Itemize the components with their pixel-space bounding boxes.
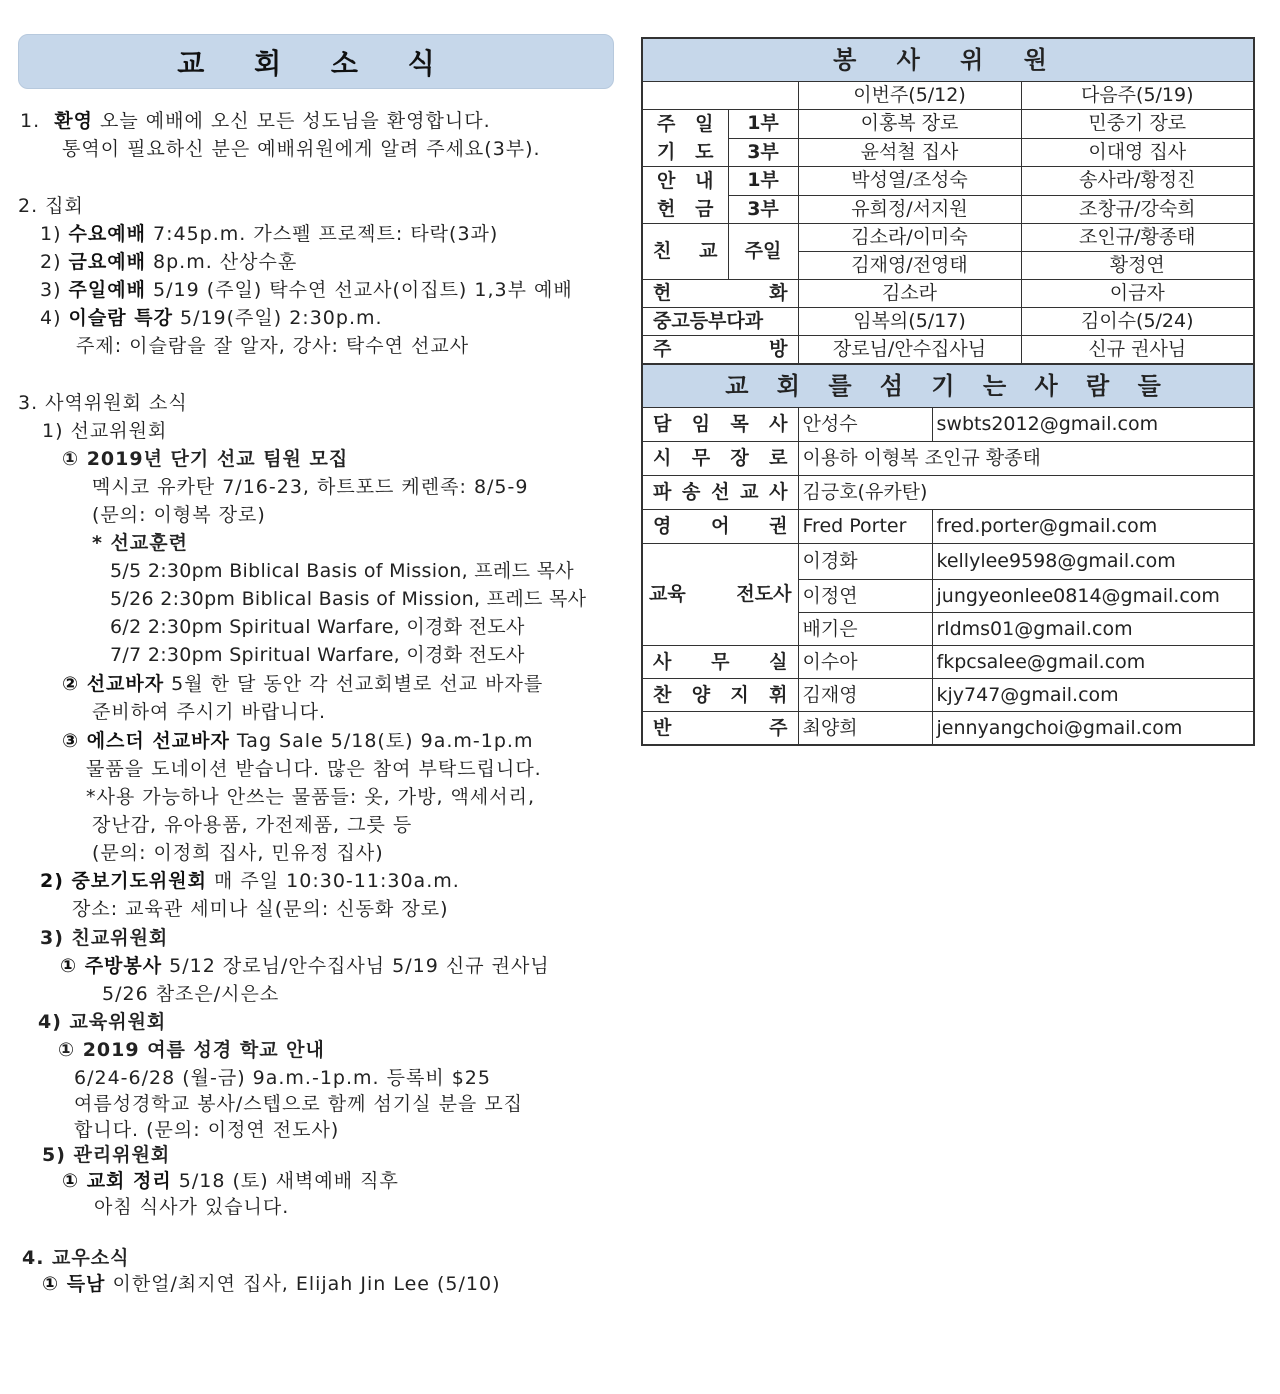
youth-snack-label: 중고등부다과 [642,308,798,336]
service-header-row [642,38,1254,82]
news-item-intercession: 2) 중보기도위원회 매 주일 10:30-11:30a.m. [40,870,460,892]
news-line: (문의: 이정희 집사, 민유정 집사) [92,842,384,864]
news-line: 합니다. (문의: 이정연 전도사) [74,1119,340,1141]
staff-email[interactable]: fkpcsalee@gmail.com [932,646,1254,679]
church-news-section [18,34,618,89]
training-schedule-item: 5/5 2:30pm Biblical Basis of Mission, 프레드 목사 [110,560,574,582]
section-heading: 4. 교우소식 [22,1247,130,1269]
news-item-vbs: ① 2019 여름 성경 학교 안내 [58,1039,325,1061]
offering-label: 안 내 헌 금 [642,167,728,224]
staff-name: 이용하 이형복 조인규 황종태 [798,442,1254,476]
kitchen-label: 주 방 [642,336,798,365]
news-item-welcome: 1. 환영 오늘 예배에 오신 모든 성도님을 환영합니다. [20,110,491,132]
news-item-mission-training: * 선교훈련 [92,532,188,554]
news-line: 멕시코 유카탄 7/16-23, 하트포드 케렌족: 8/5-9 [92,476,529,498]
subsection-heading: 1) 선교위원회 [42,420,168,442]
news-title-banner: 교 회 소 식 [18,34,614,89]
table-row [642,712,1254,746]
table-row [642,476,1254,510]
table-cell: 신규 권사님 [1021,336,1254,365]
news-item-wednesday: 1) 수요예배 7:45p.m. 가스펠 프로젝트: 타락(3과) [40,223,499,245]
table-row [642,646,1254,679]
staff-name: 최양희 [798,712,932,746]
news-item-mission-team: ① 2019년 단기 선교 팀원 모집 [62,448,349,470]
prayer-label: 주 일 기 도 [642,110,728,167]
part-label: 3부 [728,195,798,224]
subsection-heading: 5) 관리위원회 [42,1144,171,1166]
section-heading: 3. 사역위원회 소식 [18,392,188,414]
subsection-heading: 4) 교육위원회 [38,1011,167,1033]
staff-role-label: 담 임 목 사 [642,408,798,442]
fellowship-sub-label: 주일 [728,224,798,280]
section-heading: 2. 집회 [18,195,84,217]
news-line: *사용 가능하나 안쓰는 물품들: 옷, 가방, 액세서리, [86,786,535,808]
news-item-friday: 2) 금요예배 8p.m. 산상수훈 [40,251,298,273]
news-line: 통역이 필요하신 분은 예배위원에게 알려 주세요(3부). [62,138,541,160]
column-this-week: 이번주(5/12) [798,82,1021,110]
table-cell: 송사라/황정진 [1021,167,1254,196]
table-row [642,336,1254,365]
news-line: 물품을 도네이션 받습니다. 많은 참여 부탁드립니다. [86,758,542,780]
training-schedule-item: 7/7 2:30pm Spiritual Warfare, 이경화 전도사 [110,644,525,666]
table-cell: 김소라 [798,280,1021,308]
staff-role-label: 교육 전도사 [642,544,798,646]
table-cell: 유희정/서지원 [798,195,1021,224]
news-line: (문의: 이형복 장로) [92,504,266,526]
fellowship-label: 친 교 [642,224,728,280]
staff-name: 김재영 [798,679,932,712]
table-row [642,138,1254,167]
table-row [642,679,1254,712]
table-cell: 김소라/이미숙 [798,224,1021,252]
news-line: 여름성경학교 봉사/스텝으로 함께 섬기실 분을 모집 [74,1093,524,1115]
service-section [641,37,1253,746]
news-line: 준비하여 주시기 바랍니다. [92,701,327,723]
service-column-header [642,82,1254,110]
column-next-week: 다음주(5/19) [1021,82,1254,110]
table-cell: 이대영 집사 [1021,138,1254,167]
table-cell: 민중기 장로 [1021,110,1254,139]
news-line: 주제: 이슬람을 잘 알자, 강사: 탁수연 선교사 [76,335,470,357]
news-line: 6/24-6/28 (월-금) 9a.m.-1p.m. 등록비 $25 [74,1067,491,1089]
staff-name: 이경화 [798,544,932,580]
news-line: 5/26 참조은/시은소 [102,983,280,1005]
news-line: 장소: 교육관 세미나 실(문의: 신동화 장로) [72,898,449,920]
staff-role-label: 시 무 장 로 [642,442,798,476]
staff-email[interactable]: rldms01@gmail.com [932,613,1254,646]
staff-email[interactable]: fred.porter@gmail.com [932,510,1254,544]
table-row [642,308,1254,336]
staff-name: 이수아 [798,646,932,679]
table-cell: 이금자 [1021,280,1254,308]
staff-name: 김긍호(유카탄) [798,476,1254,510]
table-cell: 장로님/안수집사님 [798,336,1021,365]
part-label: 1부 [728,167,798,196]
table-row [642,280,1254,308]
news-item-birth: ① 득남 이한얼/최지연 집사, Elijah Jin Lee (5/10) [42,1273,501,1295]
staff-email[interactable]: kellylee9598@gmail.com [932,544,1254,580]
staff-name: 안성수 [798,408,932,442]
training-schedule-item: 5/26 2:30pm Biblical Basis of Mission, 프레드 목사 [110,588,587,610]
table-cell: 임복의(5/17) [798,308,1021,336]
part-label: 1부 [728,110,798,139]
staff-email[interactable]: jungyeonlee0814@gmail.com [932,580,1254,613]
table-cell: 조창규/강숙희 [1021,195,1254,224]
staff-name: Fred Porter [798,510,932,544]
staff-role-label: 반 주 [642,712,798,746]
table-row [642,224,1254,252]
staff-name: 배기은 [798,613,932,646]
table-row [642,195,1254,224]
staff-role-label: 파 송 선 교 사 [642,476,798,510]
table-row [642,408,1254,442]
staff-table [641,363,1255,746]
news-item-mission-bazaar: ② 선교바자 5월 한 달 동안 각 선교회별로 선교 바자를 [62,673,544,695]
staff-email[interactable]: jennyangchoi@gmail.com [932,712,1254,746]
news-item-church-cleanup: ① 교회 정리 5/18 (토) 새벽예배 직후 [62,1170,399,1192]
staff-header-row [642,364,1254,408]
table-cell: 황정연 [1021,252,1254,280]
table-row [642,442,1254,476]
staff-title: 교 회 를 섬 기 는 사 람 들 [642,364,1254,408]
flower-label: 헌 화 [642,280,798,308]
staff-role-label: 영 어 권 [642,510,798,544]
service-title: 봉 사 위 원 [642,38,1254,82]
table-row [642,510,1254,544]
staff-role-label: 사 무 실 [642,646,798,679]
news-item-kitchen-service: ① 주방봉사 5/12 장로님/안수집사님 5/19 신규 권사님 [60,955,550,977]
table-cell: 박성열/조성숙 [798,167,1021,196]
news-line: 장난감, 유아용품, 가전제품, 그릇 등 [92,814,413,836]
service-table [641,37,1255,365]
training-schedule-item: 6/2 2:30pm Spiritual Warfare, 이경화 전도사 [110,616,525,638]
staff-role-label: 찬 양 지 휘 [642,679,798,712]
subsection-heading: 3) 친교위원회 [40,927,169,949]
news-item-islam-lecture: 4) 이슬람 특강 5/19(주일) 2:30p.m. [40,307,383,329]
table-cell: 김재영/전영태 [798,252,1021,280]
table-row [642,110,1254,139]
table-cell: 조인규/황종태 [1021,224,1254,252]
part-label: 3부 [728,138,798,167]
table-row [642,544,1254,580]
staff-email[interactable]: kjy747@gmail.com [932,679,1254,712]
table-cell: 이홍복 장로 [798,110,1021,139]
table-cell: 김이수(5/24) [1021,308,1254,336]
news-item-sunday: 3) 주일예배 5/19 (주일) 탁수연 선교사(이집트) 1,3부 예배 [40,279,573,301]
staff-name: 이정연 [798,580,932,613]
staff-email[interactable]: swbts2012@gmail.com [932,408,1254,442]
news-line: 아침 식사가 있습니다. [94,1196,290,1218]
table-cell: 윤석철 집사 [798,138,1021,167]
table-row [642,167,1254,196]
news-item-esther-bazaar: ③ 에스더 선교바자 Tag Sale 5/18(토) 9a.m-1p.m [62,730,534,752]
